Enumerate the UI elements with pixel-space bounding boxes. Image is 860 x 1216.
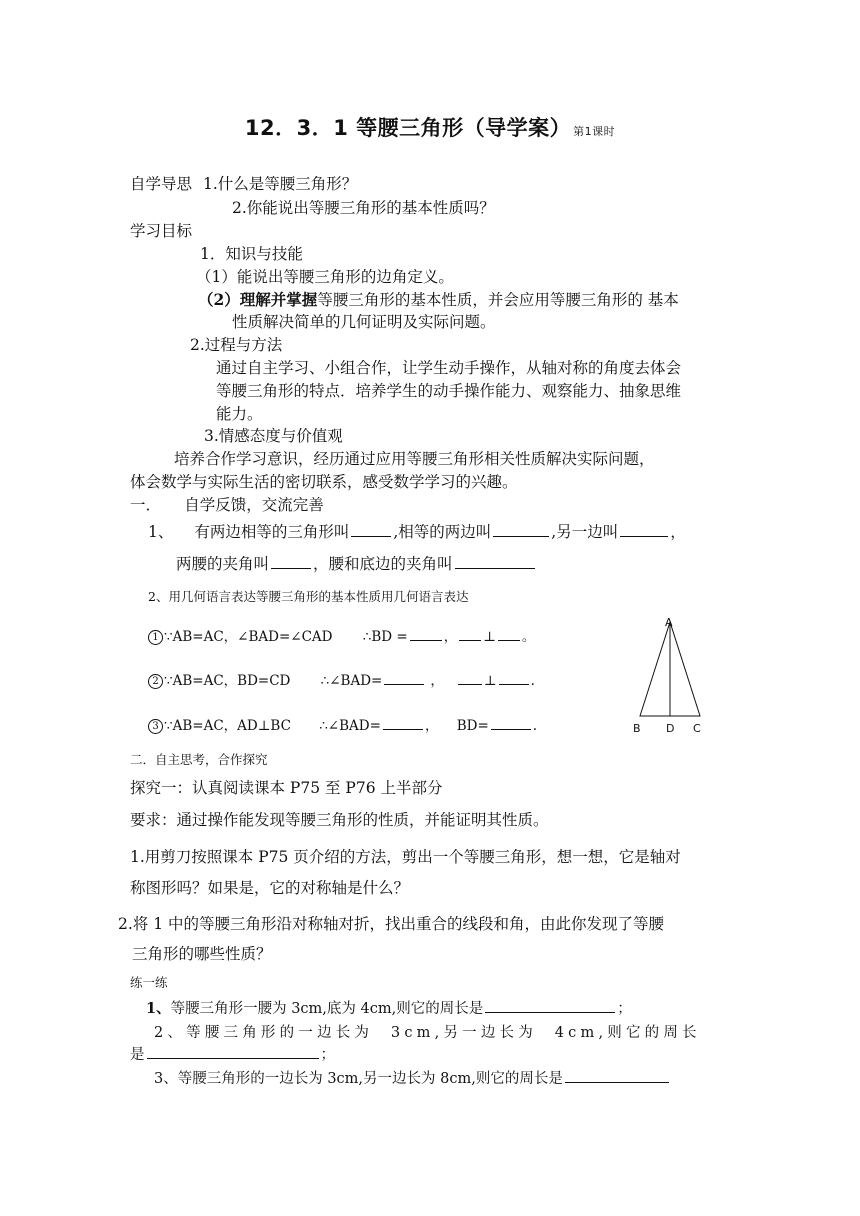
section-1-heading: 一． 自学反馈，交流完善	[130, 496, 324, 514]
case-2-given: ∵AB=AC，BD=CD	[164, 673, 291, 689]
explore-1: 探究一：认真阅读课本 P75 至 P76 上半部分	[130, 779, 443, 797]
case-2-end: .	[530, 673, 535, 689]
q1-blank-1[interactable]	[351, 535, 391, 537]
goal-1-item-2-prefix: （2）	[198, 290, 240, 309]
requirement: 要求：通过操作能发现等腰三角形的性质，并能证明其性质。	[130, 811, 549, 829]
s2-q2-line2: 三角形的哪些性质？	[132, 945, 272, 963]
case-3-sep: ，	[424, 718, 439, 734]
preview-line-1	[130, 172, 357, 194]
practice-2-line1: 2、等腰三角形的一边长为 3cm,另一边长为 4cm,则它的周长	[154, 1025, 701, 1041]
case-1-blank-1[interactable]	[410, 639, 442, 641]
practice-2-text: 是	[130, 1047, 145, 1063]
goal-2-line-1: 通过自主学习、小组合作，让学生动手操作，从轴对称的角度去体会	[216, 359, 682, 377]
s2-q2-line1: 2.将 1 中的等腰三角形沿对称轴对折，找出重合的线段和角，由此你发现了等腰	[118, 915, 665, 933]
goal-2-line-2: 等腰三角形的特点．培养学生的动手操作能力、观察能力、抽象思维	[216, 382, 682, 400]
case-1-perp: ⊥	[483, 629, 496, 645]
title-main: 12．3．1 等腰三角形（导学案）	[244, 116, 572, 140]
case-3-blank-1[interactable]	[383, 728, 423, 730]
goal-3-title: 3.情感态度与价值观	[204, 427, 343, 445]
case-2	[148, 669, 535, 689]
section-2-heading: 二．自主思考，合作探究	[130, 752, 268, 767]
case-2-blank-3[interactable]	[499, 683, 529, 685]
goal-3-line-1: 培养合作学习意识，经历通过应用等腰三角形相关性质解决实际问题，	[174, 450, 655, 468]
practice-1-text: 等腰三角形一腰为 3cm,底为 4cm,则它的周长是	[170, 1001, 484, 1017]
vertex-a-label: A	[665, 616, 673, 629]
goal-3-line-2: 体会数学与实际生活的密切联系，感受数学学习的兴趣。	[130, 473, 518, 491]
case-1-sep: ，	[443, 629, 458, 645]
q1-text-f: ，腰和底边的夹角叫	[313, 555, 453, 573]
q1-text-e: 两腰的夹角叫	[176, 555, 270, 573]
practice-2-line2	[130, 1043, 335, 1064]
vertex-b-label: B	[633, 722, 641, 735]
s2-q1-line1: 1.用剪刀按照课本 P75 页介绍的方法，剪出一个等腰三角形，想一想，它是轴对	[130, 848, 681, 866]
case-3-given: ∵AB=AC，AD⊥BC	[164, 718, 291, 734]
goal-1-item-2-rest: 等腰三角形的基本性质，并会应用等腰三角形的 基本	[317, 291, 679, 309]
case-1-blank-2[interactable]	[459, 639, 481, 641]
vertex-c-label: C	[693, 722, 701, 735]
practice-1	[146, 997, 632, 1018]
goal-1-item-1: （1）能说出等腰三角形的边角定义。	[196, 268, 454, 286]
q1-blank-5[interactable]	[455, 567, 535, 569]
q1-blank-3[interactable]	[620, 535, 668, 537]
case-3-bd: BD=	[456, 718, 489, 734]
practice-3-text: 3、等腰三角形的一边长为 3cm,另一边长为 8cm,则它的周长是	[154, 1071, 563, 1087]
case-1	[148, 625, 535, 645]
q1-text-b: ,相等的两边叫	[393, 523, 492, 541]
case-2-blank-2[interactable]	[458, 683, 482, 685]
case-2-sep: ，	[430, 673, 444, 689]
q1-blank-2[interactable]	[493, 535, 549, 537]
s2-q1-line2: 称图形吗？如果是，它的对称轴是什么？	[130, 879, 410, 897]
case-1-conclusion: ∴BD =	[362, 629, 408, 645]
practice-1-num: 1、	[146, 1000, 171, 1017]
case-1-marker: 1	[148, 630, 163, 645]
q1-blank-4[interactable]	[271, 567, 311, 569]
case-3-conclusion: ∴∠BAD=	[319, 718, 381, 734]
page-title	[0, 112, 860, 142]
goal-2-title: 2.过程与方法	[190, 336, 283, 354]
case-2-marker: 2	[148, 674, 163, 689]
isosceles-triangle-figure	[620, 610, 720, 740]
case-3-blank-2[interactable]	[491, 728, 531, 730]
case-3-marker: 3	[148, 719, 163, 734]
goal-1-item-2-bold: 理解并掌握	[239, 290, 318, 309]
practice-1-blank[interactable]	[485, 1011, 615, 1013]
goal-1-item-2-line2: 性质解决简单的几何证明及实际问题。	[232, 313, 496, 331]
practice-2-blank[interactable]	[147, 1057, 319, 1059]
title-sub: 第1课时	[573, 125, 616, 138]
goals-heading: 学习目标	[130, 222, 193, 240]
case-3	[148, 714, 537, 734]
q1-num: 1、	[148, 523, 174, 541]
section-1-q1-line1	[148, 520, 686, 542]
case-3-end: .	[532, 718, 538, 734]
goal-2-line-3: 能力。	[216, 405, 263, 423]
case-1-blank-3[interactable]	[498, 639, 520, 641]
practice-3-blank[interactable]	[565, 1081, 669, 1083]
q1-text-c: ,另一边叫	[551, 523, 619, 541]
section-1-q1-line2	[176, 552, 537, 574]
practice-heading: 练一练	[130, 975, 168, 990]
q1-text-d: ，	[670, 523, 686, 541]
preview-q1: 1.什么是等腰三角形？	[202, 175, 358, 193]
case-2-blank-1[interactable]	[384, 683, 424, 685]
preview-label: 自学导思	[130, 175, 193, 193]
preview-q2: 2.你能说出等腰三角形的基本性质吗？	[232, 199, 495, 217]
goal-1-item-2	[198, 288, 679, 310]
case-1-given: ∵AB=AC，∠BAD=∠CAD	[164, 629, 333, 645]
case-2-conclusion: ∴∠BAD=	[320, 673, 383, 689]
case-1-end: 。	[521, 629, 536, 645]
practice-2-end: ；	[320, 1047, 335, 1063]
vertex-d-label: D	[666, 722, 675, 735]
practice-3	[154, 1067, 671, 1088]
practice-1-end: ；	[617, 1001, 632, 1017]
case-2-perp: ⊥	[483, 673, 497, 689]
goal-1-title: 1．知识与技能	[200, 245, 303, 263]
q1-text-a: 有两边相等的三角形叫	[194, 523, 350, 541]
section-1-q2: 2、用几何语言表达等腰三角形的基本性质用几何语言表达	[148, 589, 469, 604]
